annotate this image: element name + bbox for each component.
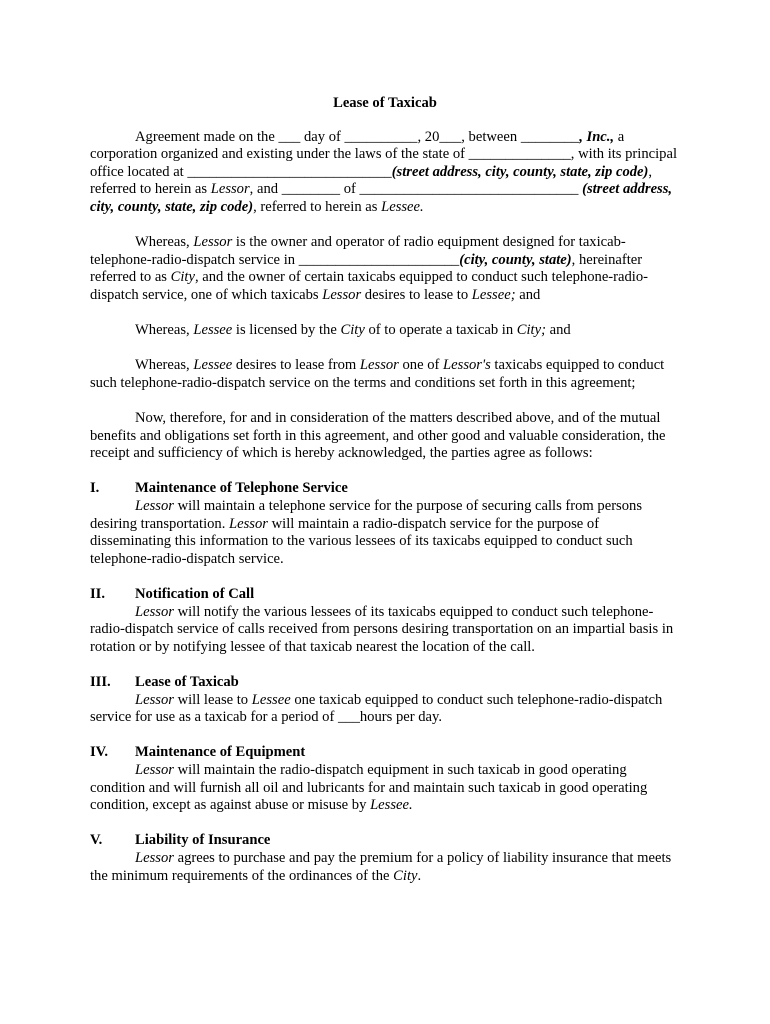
section-4-number: IV. — [90, 744, 108, 761]
section-5-body: Lessor agrees to purchase and pay the premium for a policy of liability insurance that meets the minimum requirements of the ordinances of the City. — [90, 849, 672, 884]
section-3-title: Lease of Taxicab — [135, 674, 239, 690]
section-2-title: Notification of Call — [135, 586, 255, 603]
document-page — [90, 95, 680, 885]
whereas-paragraph-2: Whereas, Lessee is licensed by the City of to operate a taxicab in City; and — [135, 322, 571, 339]
section-5-heading — [90, 832, 680, 850]
section-4-heading — [90, 744, 680, 762]
whereas-paragraph-1: Whereas, Lessor is the owner and operator of radio equipment designed for taxicab-telephone-radio-dispatch service in ______________________(city, county, state), hereinafter referred to as City, and the owner of certain taxicabs equipped to conduct such telephone-radio-dispatch service, one of which taxicabs Lessor desires to lease to Lessee; and — [90, 234, 649, 303]
section-2-body: Lessor will notify the various lessees of its taxicabs equipped to conduct such telephone-radio-dispatch service of calls received from persons desiring transportation on an impartial basis in rotation or by notifying lessee of that taxicab nearest the location of the call. — [90, 603, 674, 655]
now-therefore-paragraph: Now, therefore, for and in consideration of the matters described above, and of the mutual benefits and obligations set forth in this agreement, and other good and valuable consideration, the receipt and sufficiency of which is hereby acknowledged, the parties agree as follows: — [90, 410, 666, 462]
section-1-title: Maintenance of Telephone Service — [135, 480, 348, 497]
section-1-number: I. — [90, 480, 100, 497]
document-title: Lease of Taxicab — [333, 95, 437, 111]
section-1-heading — [90, 480, 680, 498]
section-3-body: Lessor will lease to Lessee one taxicab equipped to conduct such telephone-radio-dispatch service for use as a taxicab for a period of ___hours per day. — [90, 691, 663, 726]
section-2-number: II. — [90, 586, 106, 603]
intro-paragraph: Agreement made on the ___ day of __________, 20___, between ________, Inc., a corporation organized and existing under the laws of the state of ______________, with its principal office located at ____________________________(street address, city, county, state, zip code), referred to herein as Lessor, and ________ of ______________________________ (street address, city, county, state, zip code), referred to herein as Lessee. — [90, 128, 677, 215]
section-4-body: Lessor will maintain the radio-dispatch equipment in such taxicab in good operating condition and will furnish all oil and lubricants for and maintain such taxicab in good operating condition, except as against abuse or misuse by Lessee. — [90, 761, 648, 814]
section-1-body: Lessor will maintain a telephone service for the purpose of securing calls from persons desiring transportation. Lessor will maintain a radio-dispatch service for the purpose of disseminating this information to the various lessees of its taxicabs equipped to conduct such telephone-radio-dispatch service. — [90, 498, 643, 567]
section-3-heading — [90, 674, 680, 692]
whereas-paragraph-3: Whereas, Lessee desires to lease from Lessor one of Lessor's taxicabs equipped to conduct such telephone-radio-dispatch service on the terms and conditions set forth in this agreement; — [90, 357, 665, 391]
section-4-title: Maintenance of Equipment — [135, 744, 306, 761]
section-2-heading — [90, 586, 680, 604]
section-3-number: III. — [90, 674, 111, 690]
section-5-number: V. — [90, 832, 103, 849]
section-5-title: Liability of Insurance — [135, 832, 271, 849]
